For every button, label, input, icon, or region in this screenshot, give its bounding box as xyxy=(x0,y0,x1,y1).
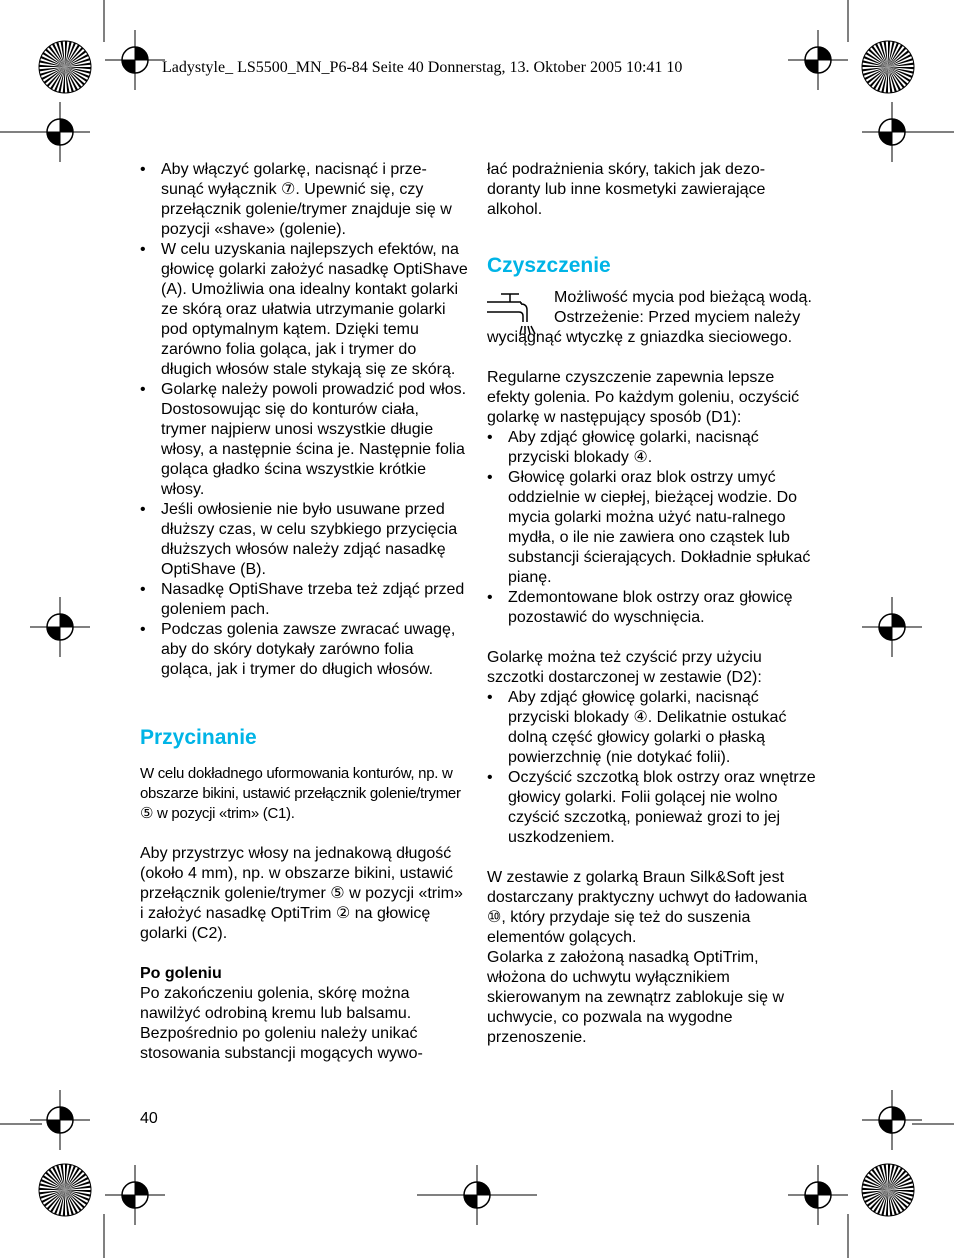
shaving-instructions-list xyxy=(140,160,468,680)
right-column xyxy=(487,160,817,1048)
brush-cleaning-list xyxy=(487,688,817,848)
list-item: • Aby zdjąć głowicę golarki, nacisnąć przyciski blokady ④. Delikatnie ostukać dolną część głowicy golarki o płaską powierzchnię (nie dotykać folii). xyxy=(487,688,817,768)
list-item: • Zdemontowane blok ostrzy oraz głowicę pozostawić do wyschnięcia. xyxy=(487,588,817,628)
starburst-mark-icon xyxy=(861,1163,915,1217)
registration-mark-icon xyxy=(30,597,90,657)
cleaning-paragraph-2: Golarkę można też czyścić przy użyciu szczotki dostarczonej w zestawie (D2): xyxy=(487,649,762,686)
print-header: Ladystyle_ LS5500_MN_P6-84 Seite 40 Donnerstag, 13. Oktober 2005 10:41 10 xyxy=(162,59,683,76)
trimming-paragraph-2: Aby przystrzyc włosy na jednakową długość (około 4 mm), np. w obszarze bikini, ustawić przełącznik golenie/trymer ⑤ w pozycji «trim» i założyć nasadkę OptiTrim ② na głowicę golarki (C2). xyxy=(140,845,463,942)
registration-mark-icon xyxy=(105,1165,165,1225)
list-item: • Aby zdjąć głowicę golarki, nacisnąć przyciski blokady ④. xyxy=(487,428,817,468)
list-item: • W celu uzyskania najlepszych efektów, na głowicę golarki założyć nasadkę OptiShave (A). Umożliwia ona idealny kontakt golarki ze skórą oraz ułatwia utrzymanie golarki pod optymalnym kątem. Dzięki temu zarówno folia goląca, jak i trymer do długich włosów stale stykają się ze skórą. xyxy=(140,240,468,380)
cleaning-steps-list xyxy=(487,428,817,628)
travel-lock-paragraph: Golarka z założoną nasadką OptiTrim, włożona do uchwytu wyłącznikiem skierowanym na zewnątrz zablokuje się w uchwycie, co pozwala na wygodne przenoszenie. xyxy=(487,949,785,1046)
section-heading-trimming: Przycinanie xyxy=(140,726,257,749)
list-item: • Golarkę należy powoli prowadzić pod włos. Dostosowując się do konturów ciała, trymer najpierw unosi wszystkie długie włosy, a następnie ścina je. Następnie folia goląca gładko ścina wszystkie krótkie włosy. xyxy=(140,380,468,500)
charging-stand-paragraph: W zestawie z golarką Braun Silk&Soft jest dostarczany praktyczny uchwyt do ładowania ⑩, który przydaje się też do suszenia elementów golących. xyxy=(487,869,808,946)
starburst-mark-icon xyxy=(38,1163,92,1217)
faucet-icon xyxy=(487,288,537,338)
registration-mark-icon xyxy=(862,102,922,162)
list-item: • Jeśli owłosienie nie było usuwane przed dłuższy czas, w celu szybkiego przycięcia dłuższych włosów należy zdjąć nasadkę OptiShave (B). xyxy=(140,500,468,580)
registration-mark-icon xyxy=(30,1090,90,1150)
continuation-paragraph: łać podrażnienia skóry, takich jak dezo-doranty lub inne kosmetyki zawierające alkohol. xyxy=(487,161,766,218)
cleaning-paragraph-1: Regularne czyszczenie zapewnia lepsze efekty golenia. Po każdym goleniu, oczyścić golarkę w następujący sposób (D1): xyxy=(487,369,800,426)
starburst-mark-icon xyxy=(861,40,915,94)
registration-mark-icon xyxy=(417,1165,537,1225)
page-number: 40 xyxy=(140,1110,158,1127)
left-column xyxy=(140,160,468,1064)
list-item: • Podczas golenia zawsze zwracać uwagę, aby do skóry dotykały zarówno folia goląca, jak i trymer do długich włosów. xyxy=(140,620,468,680)
registration-mark-icon xyxy=(105,30,165,90)
list-item: • Głowicę golarki oraz blok ostrzy umyć oddzielnie w ciepłej, bieżącej wodzie. Do mycia golarki można użyć natu-ralnego mydła, o ile nie zawiera ono cząstek lub substancji ścierających. Dokładnie spłukać pianę. xyxy=(487,468,817,588)
list-item: • Nasadkę OptiShave trzeba też zdjąć przed goleniem pach. xyxy=(140,580,468,620)
registration-mark-icon xyxy=(788,30,848,90)
starburst-mark-icon xyxy=(38,40,92,94)
registration-mark-icon xyxy=(788,1165,848,1225)
registration-mark-icon xyxy=(30,102,90,162)
list-item: • Aby włączyć golarkę, nacisnąć i prze-sunąć wyłącznik ⑦. Upewnić się, czy przełącznik golenie/trymer znajduje się w pozycji «shave» (golenie). xyxy=(140,160,468,240)
washable-notice xyxy=(487,288,817,348)
section-heading-cleaning: Czyszczenie xyxy=(487,254,611,277)
warning-text: Ostrzeżenie: Przed myciem należy wyciągnąć wtyczkę z gniazdka sieciowego. xyxy=(487,309,801,346)
after-shaving-paragraph: Po zakończeniu golenia, skórę można nawilżyć odrobiną kremu lub balsamu. Bezpośrednio po goleniu należy unikać stosowania substancji mogących wywo- xyxy=(140,985,423,1062)
list-item: • Oczyścić szczotką blok ostrzy oraz wnętrze głowicy golarki. Folii golącej nie wolno czyścić szczotką, ponieważ grozi to jej uszkodzeniem. xyxy=(487,768,817,848)
subheading-after-shaving: Po goleniu xyxy=(140,965,222,982)
registration-mark-icon xyxy=(862,1090,922,1150)
registration-mark-icon xyxy=(862,597,922,657)
washable-text: Możliwość mycia pod bieżącą wodą. xyxy=(554,289,812,306)
trimming-paragraph-1: W celu dokładnego uformowania konturów, np. w obszarze bikini, ustawić przełącznik golenie/trymer ⑤ w pozycji «trim» (C1). xyxy=(140,765,461,822)
